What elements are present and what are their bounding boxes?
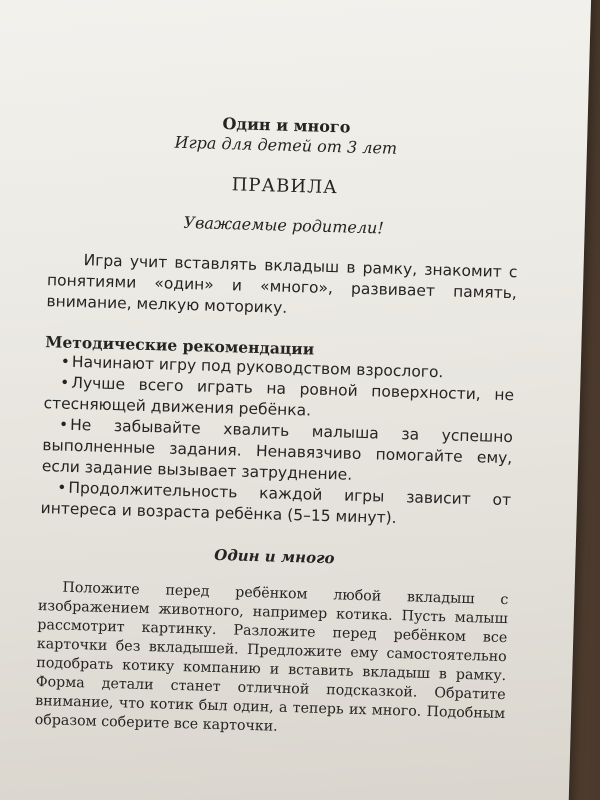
intro-paragraph: Игра учит вставлять вкладыш в рамку, знакомит с понятиями «один» и «много», развивает память, внимание, мелкую моторику. — [46, 251, 518, 317]
greeting: Уважаемые родители! — [183, 212, 385, 238]
page-title: Один и много — [222, 113, 351, 137]
methods-list — [40, 351, 515, 532]
rules-heading: ПРАВИЛА — [231, 174, 339, 199]
list-item: • Начинают игру под руководством взрослого. — [44, 351, 514, 385]
page-subtitle: Игра для детей от 3 лет — [174, 132, 398, 158]
list-item: • Лучше всего играть на ровной поверхности, не стесняющей движения ребёнка. — [43, 372, 514, 427]
methods-heading: Методические рекомендации — [45, 332, 315, 359]
game-heading: Один и много — [214, 545, 335, 568]
game-paragraph: Положите перед ребёнком любой вкладыш с изображением животного, например котика. Пусть малыш рассмотрит картинку. Разложите перед ребёнком все карточки без вкладышей. Предложите ему самостоятельно подобрать котику компанию и вставить вкладыш в рамку. Форма детали станет отличной подсказкой. Обратите внимание, что котик был один, а теперь их много. Подобным образом соберите все карточки. — [34, 579, 509, 735]
list-item: • Не забывайте хвалить малыша за успешно выполненные задания. Ненавязчиво помогайте ему, если задание вызывает затруднение. — [42, 414, 514, 490]
list-item: • Продолжительность каждой игры зависит от интереса и возраста ребёнка (5–15 минут). — [40, 477, 511, 532]
sheet-content — [34, 109, 521, 743]
